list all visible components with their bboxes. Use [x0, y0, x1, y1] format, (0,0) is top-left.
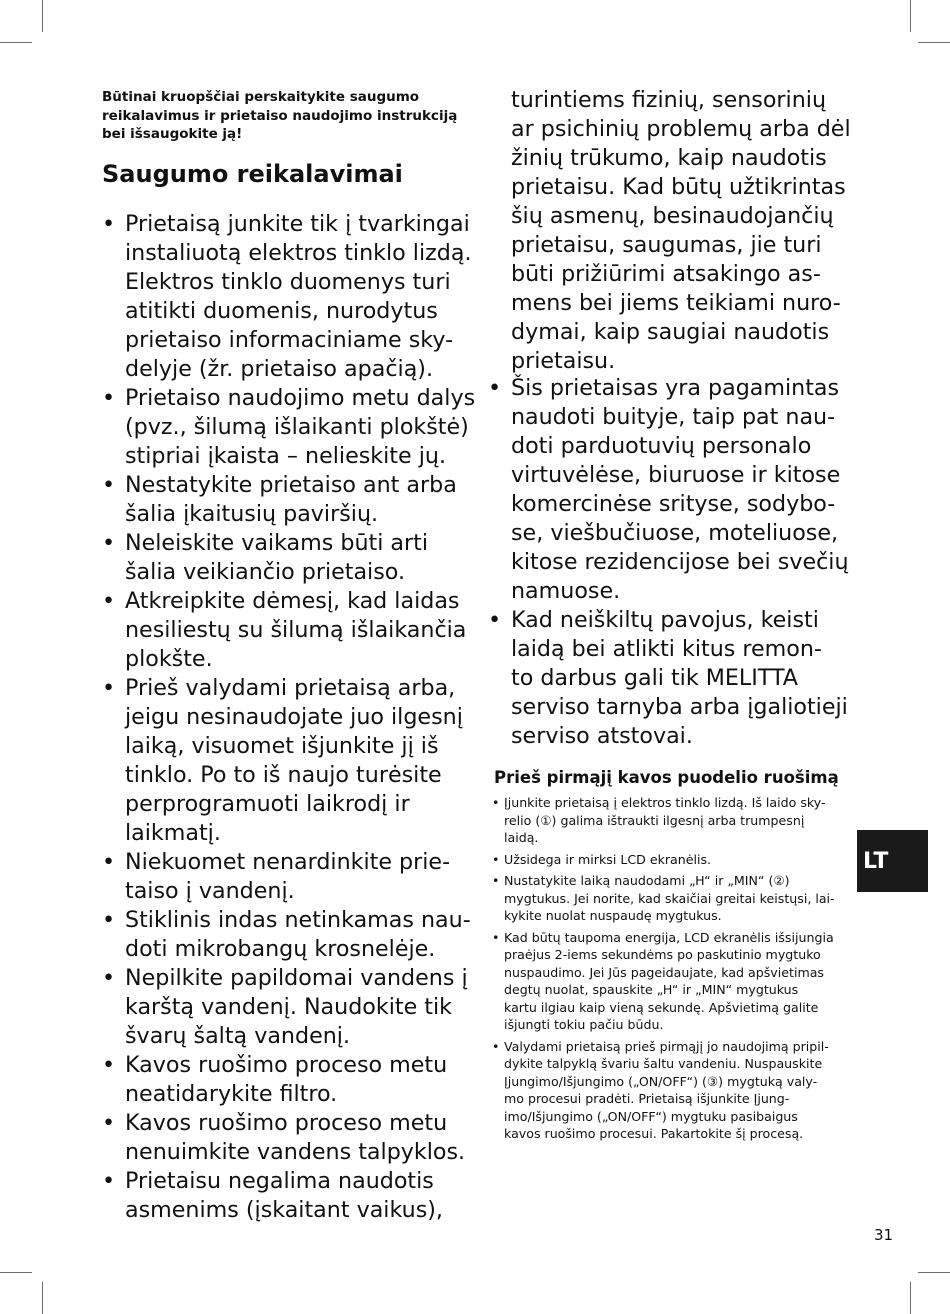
list-item: • Stiklinis indas netinkamas nau- doti mikrobangų krosnelėje. — [102, 906, 492, 964]
list-item: • Nepilkite papildomai vandens į karštą vandenį. Naudokite tik švarų šaltą vandenį. — [102, 964, 492, 1051]
crop-mark — [918, 42, 950, 43]
list-item: • Prieš valydami prietaisą arba, jeigu nesinaudojate juo ilgesnį laiką, visuomet išjunkite jį iš tinklo. Po to iš naujo turėsite perprogramuoti laikrodį ir laikmatį. — [102, 674, 492, 848]
list-item: • Atkreipkite dėmesį, kad laidas nesiliestų su šilumą išlaikančia plokšte. — [102, 587, 492, 674]
crop-mark — [910, 1282, 911, 1314]
list-item: • Kavos ruošimo proceso metu nenuimkite vandens talpyklos. — [102, 1109, 492, 1167]
crop-mark — [0, 1272, 32, 1273]
intro-note: Būtinai kruopščiai perskaitykite saugumo reikalavimus ir prietaiso naudojimo instrukciją bei išsaugokite ją! — [102, 89, 458, 142]
list-item: • Įjunkite prietaisą į elektros tinklo lizdą. Iš laido sky- relio (①) galima ištraukti ilgesnį arba trumpesnį laidą. — [492, 794, 862, 847]
crop-mark — [42, 1282, 43, 1314]
language-tab: LT — [857, 830, 928, 892]
list-item: • Nestatykite prietaiso ant arba šalia įkaitusių paviršių. — [102, 471, 492, 529]
crop-mark — [42, 0, 43, 32]
subheading: Prieš pirmąjį kavos puodelio ruošimą — [494, 768, 839, 787]
section-heading: Saugumo reikalavimai — [102, 160, 403, 188]
list-item: • Prietaisą junkite tik į tvarkingai instaliuotą elektros tinklo lizdą. Elektros tinklo duomenys turi atitikti duomenis, nurodytus prietaiso informaciniame sky- delyje (žr. prietaiso apačią). — [102, 210, 492, 384]
list-item: • Šis prietaisas yra pagamintas naudoti buityje, taip pat nau- doti parduotuvių personalo virtuvėlėse, biuruose ir kitose komercinėse srityse, sodybo- se, viešbučiuose, moteliuose, kitose rezidencijose bei svečių namuose. — [488, 374, 868, 606]
crop-mark — [0, 42, 32, 43]
list-item: • Užsidega ir mirksi LCD ekranėlis. — [492, 851, 862, 869]
list-item: • Neleiskite vaikams būti arti šalia veikiančio prietaiso. — [102, 529, 492, 587]
list-item: • Prietaisu negalima naudotis asmenims (įskaitant vaikus), — [102, 1167, 492, 1225]
crop-mark — [918, 1272, 950, 1273]
list-item: • Kad neiškiltų pavojus, keisti laidą bei atlikti kitus remon- to darbus gali tik MELITTA serviso tarnyba arba įgaliotieji serviso atstovai. — [488, 606, 868, 751]
list-item-continuation: turintiems fizinių, sensorinių ar psichinių problemų arba dėl žinių trūkumo, kaip naudotis prietaisu. Kad būtų užtikrintas šių asmenų, besinaudojančių prietaisu, saugumas, jie turi būti prižiūrimi atsakingo as- mens bei jiems teikiami nuro- dymai, kaip saugiai naudotis prietaisu. — [511, 87, 851, 374]
safety-list-right — [488, 374, 868, 751]
list-item: • Valydami prietaisą prieš pirmąjį jo naudojimą pripil- dykite talpyklą švariu šaltu vandeniu. Nuspauskite Įjungimo/Išjungimo („ON/OFF“) (③) mygtuką valy- mo procesui pradėti. Prietaisą išjunkite Įjung- imo/Išjungimo („ON/OFF“) mygtuku pasibaigus kavos ruošimo procesui. Pakartokite šį procesą. — [492, 1038, 862, 1143]
list-item: • Nustatykite laiką naudodami „H“ ir „MIN“ (②) mygtukus. Jei norite, kad skaičiai greitai keistųsi, lai- kykite nuolat nuspaudę mygtukus. — [492, 872, 862, 925]
list-item: • Kavos ruošimo proceso metu neatidarykite filtro. — [102, 1051, 492, 1109]
list-item: • Prietaiso naudojimo metu dalys (pvz., šilumą išlaikanti plokštė) stipriai įkaista – nelieskite jų. — [102, 384, 492, 471]
crop-mark — [910, 0, 911, 32]
page-number: 31 — [874, 1226, 894, 1244]
safety-list-left — [102, 210, 492, 1225]
list-item: • Kad būtų taupoma energija, LCD ekranėlis išsijungia praėjus 2-iems sekundėms po paskutinio mygtuko nuspaudimo. Jei Jūs pageidaujate, kad apšvietimas degtų nuolat, spauskite „H“ ir „MIN“ mygtukus kartu ilgiau kaip vieną sekundę. Apšvietimą galite išjungti tokiu pačiu būdu. — [492, 929, 862, 1034]
first-use-list — [492, 794, 862, 1147]
list-item: • Niekuomet nenardinkite prie- taiso į vandenį. — [102, 848, 492, 906]
